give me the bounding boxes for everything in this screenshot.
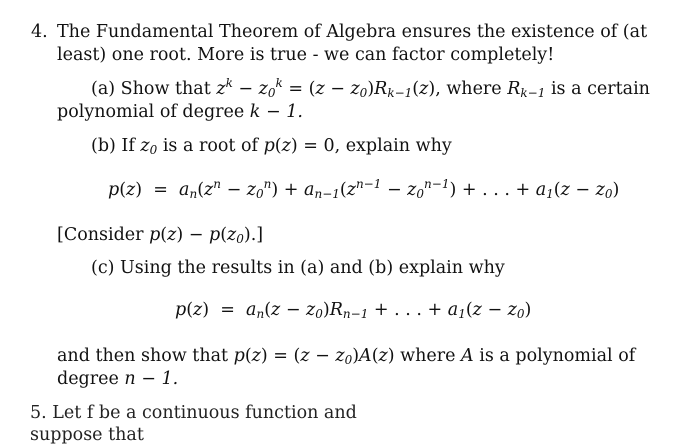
final-where: where — [394, 346, 462, 366]
next-item-cutoff — [30, 402, 410, 445]
part-b-equation: p(z) = 0 — [263, 136, 335, 156]
equation-c: $p(z) = a_n(z - z_0)R_{n-1}$ + . . . + $a_1(z - z_0)$ — [175, 300, 532, 321]
final-equation: $p(z) = (z - z_0)A(z)$ — [233, 346, 395, 367]
intro-line-1: The Fundamental Theorem of Algebra ensures the existence of (at — [57, 22, 648, 42]
part-a-degree-text: polynomial of degree — [57, 102, 250, 122]
part-a-line-1 — [91, 78, 650, 100]
final-a: A — [461, 346, 474, 366]
problem-number: 4. — [31, 22, 48, 42]
equation-b: $p(z) = a_n(z^n - z_0^n) + a_{n-1}(z^{n-1} - z_0^{n-1})$ + . . . + $a_1(z - z_0)$ — [108, 177, 620, 201]
part-a-line-2 — [57, 101, 303, 123]
part-b-z0: $z_0$ — [140, 136, 158, 157]
final-suffix: is a polynomial of — [473, 346, 636, 366]
part-a-where: , where — [435, 79, 508, 99]
part-a-label: (a) Show that — [91, 79, 217, 99]
part-a-r: $R_{k-1}$ — [507, 79, 546, 100]
consider-prefix: [Consider — [57, 225, 150, 245]
part-a-equation: $z^k - z_0^k = (z - z_0)R_{k-1}(z)$ — [216, 76, 436, 100]
final-degree: n − 1. — [124, 369, 179, 389]
part-b-mid: is a root of — [157, 136, 264, 156]
final-line-2 — [57, 368, 178, 390]
part-c-line: (c) Using the results in (a) and (b) explain why — [91, 258, 505, 278]
part-b-line — [91, 135, 452, 157]
part-b-suffix: , explain why — [334, 136, 452, 156]
intro-line-2: least) one root. More is true - we can factor completely! — [57, 45, 555, 65]
final-degree-text: degree — [57, 369, 125, 389]
consider-hint — [57, 224, 263, 246]
final-prefix: and then show that — [57, 346, 234, 366]
final-line-1 — [57, 345, 635, 367]
consider-suffix: .] — [250, 225, 264, 245]
part-a-certain: is a certain — [545, 79, 650, 99]
part-a-degree: k − 1. — [249, 102, 303, 122]
next-item-fragment: 5. Let f be a continuous function and suppose that — [30, 403, 357, 445]
part-b-label: (b) If — [91, 136, 141, 156]
consider-expression: $p(z) - p(z_0)$ — [149, 225, 251, 246]
